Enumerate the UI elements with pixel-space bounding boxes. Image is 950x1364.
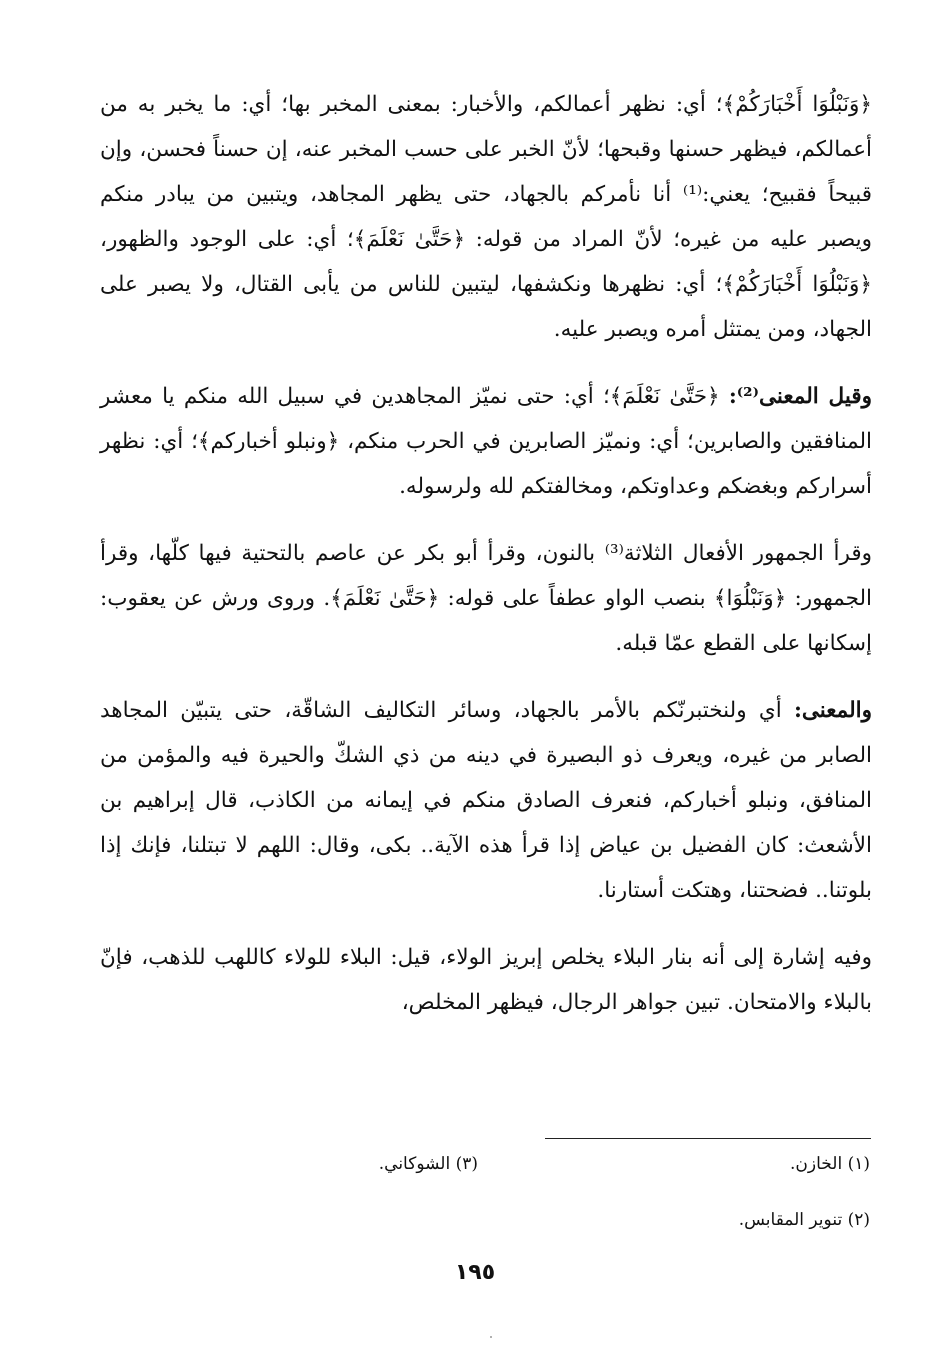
footnote-divider	[545, 1138, 871, 1139]
paragraph-4	[100, 688, 872, 913]
paragraph-5	[100, 935, 872, 1025]
scan-speck	[490, 1336, 492, 1338]
paragraph-3	[100, 531, 872, 666]
paragraph-text: ﴿وَنَبْلُوَا أَخْبَارَكُمْ﴾؛ أي: نظهر أعمالكم، والأخبار: بمعنى المخبر بها؛ أي: ما يخبر به من أعمالكم، فيظهر حسنها وقبحها؛ لأنّ الخبر على حسب المخبر عنه، إن حسناً فحسن، وإن قبيحاً فقبيح؛ يعني:⁽¹⁾ أنا نأمركم بالجهاد، حتى يظهر المجاهد، ويتبين من يبادر منكم ويصبر عليه من غيره؛ لأنّ المراد من قوله: ﴿حَتَّىٰ نَعْلَمَ﴾؛ أي: على الوجود والظهور، ﴿وَنَبْلُوَا أَخْبَارَكُمْ﴾؛ أي: نظهرها ونكشفها، ليتبين للناس من يأبى القتال، ولا يصبر على الجهاد، ومن يمتثل أمره ويصبر عليه.	[100, 92, 873, 342]
footnote-2: (٢) تنوير المقابس.	[738, 1210, 870, 1230]
paragraph-text: وفيه إشارة إلى أنه بنار البلاء يخلص إبريز الولاء، قيل: البلاء للولاء كاللهب للذهب، فإنّ بالبلاء والامتحان. تبين جواهر الرجال، فيظهر المخلص،	[100, 945, 872, 1015]
paragraph-text: أي ولنختبرنّكم بالأمر بالجهاد، وسائر التكاليف الشاقّة، حتى يتبيّن المجاهد الصابر من غيره، ويعرف ذو البصيرة في دينه من ذي الشكّ والحيرة فيه والمؤمن من المنافق، ونبلو أخباركم، فنعرف الصادق منكم في إيمانه من الكاذب، قال إبراهيم بن الأشعث: كان الفضيل بن عياض إذا قرأ هذه الآية.. بكى، وقال: اللهم لا تبتلنا، فإنك إذا بلوتنا.. فضحتنا، وهتكت أستارنا.	[100, 698, 872, 903]
paragraph-2	[100, 374, 872, 509]
paragraph-text: ﴿حَتَّىٰ نَعْلَمَ﴾؛ أي: حتى نميّز المجاهدين في سبيل الله منكم يا معشر المنافقين والصابرين؛ أي: ونميّز الصابرين في الحرب منكم، ﴿ونبلو أخباركم﴾؛ أي: نظهر أسراركم وبغضكم وعداوتكم، ومخالفتكم لله ولرسوله.	[100, 384, 872, 499]
page-number: ١٩٥	[454, 1260, 496, 1285]
footnote-1: (١) الخازن.	[790, 1154, 870, 1174]
paragraph-heading: والمعنى:	[793, 698, 872, 723]
paragraph-text: وقرأ الجمهور الأفعال الثلاثة⁽³⁾ بالنون، وقرأ أبو بكر عن عاصم بالتحتية فيها كلّها، وقرأ الجمهور: ﴿وَنَبْلُوَا﴾ بنصب الواو عطفاً على قوله: ﴿حَتَّىٰ نَعْلَمَ﴾. وروى ورش عن يعقوب: إسكانها على القطع عمّا قبله.	[100, 541, 872, 656]
footnote-3: (٣) الشوكاني.	[378, 1154, 478, 1174]
paragraph-1	[100, 82, 872, 352]
page-body	[100, 82, 872, 1047]
paragraph-heading: وقيل المعنى⁽²⁾:	[728, 384, 872, 409]
